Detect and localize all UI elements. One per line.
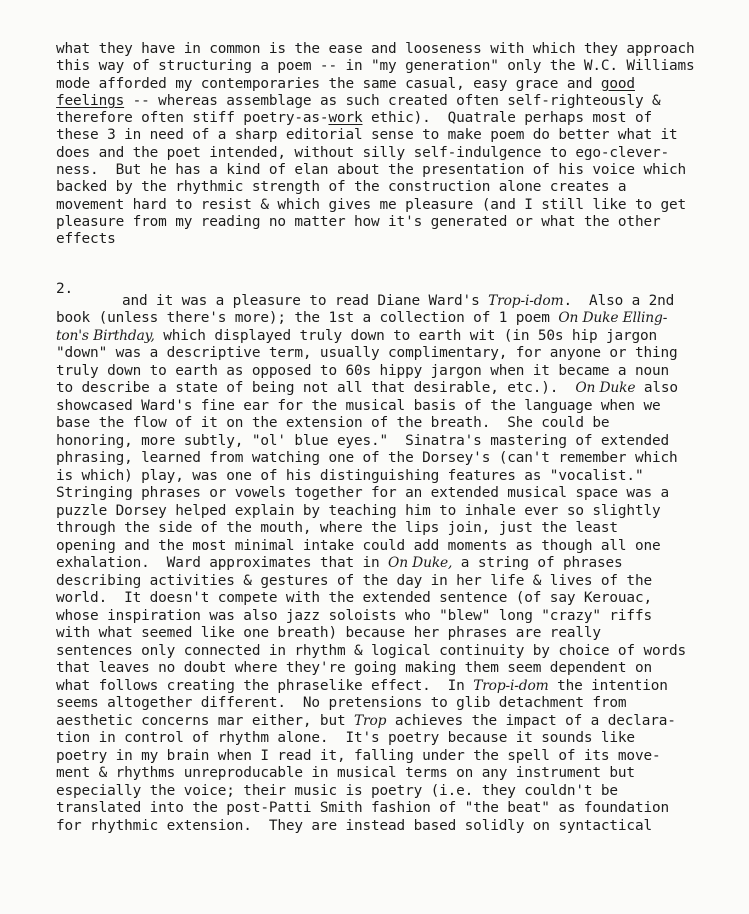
underlined-word: work xyxy=(328,110,363,126)
text-line: honoring, more subtly, "ol' blue eyes." Sinatra's mastering of extended xyxy=(56,433,670,449)
italic-title: Trop-i-dom xyxy=(488,293,564,309)
text-line: puzzle Dorsey helped explain by teaching him to inhale ever so slightly xyxy=(56,503,661,519)
italic-title: On Duke, xyxy=(388,555,453,571)
text-line: ness. But he has a kind of elan about the presentation of his voice which xyxy=(56,162,687,178)
text-line: what they have in common is the ease and looseness with which they approach xyxy=(56,41,695,57)
text-line: ment & rhythms unreproducable in musical terms on any instrument but xyxy=(56,765,635,781)
italic-title: ton's Birthday, xyxy=(56,328,155,344)
text-line: that leaves no doubt where they're going making them seem dependent on xyxy=(56,660,652,676)
text-line: ton's Birthday, which displayed truly down to earth wit (in 50s hip jargon xyxy=(56,328,658,344)
text-line: pleasure from my reading no matter how it's generated or what the other xyxy=(56,214,661,230)
text-line: tion in control of rhythm alone. It's poetry because it sounds like xyxy=(56,730,635,746)
text-line: translated into the post-Patti Smith fashion of "the beat" as foundation xyxy=(56,800,670,816)
text-line: for rhythmic extension. They are instead based solidly on syntactical xyxy=(56,818,652,834)
section-number: 2. xyxy=(56,281,74,297)
text-line: mode afforded my contemporaries the same casual, easy grace and good xyxy=(56,76,635,92)
text-line: base the flow of it on the extension of the breath. She could be xyxy=(56,415,610,431)
text-line: what follows creating the phraselike effect. In Trop-i-dom the intention xyxy=(56,678,668,694)
text-line: seems altogether different. No pretensions to glib detachment from xyxy=(56,695,627,711)
text-line: world. It doesn't compete with the extended sentence (of say Kerouac, xyxy=(56,590,652,606)
text-line: poetry in my brain when I read it, falling under the spell of its move- xyxy=(56,748,661,764)
text-line: to describe a state of being not all that desirable, etc.). On Duke also xyxy=(56,380,678,396)
text-line: whose inspiration was also jazz soloists who "blew" long "crazy" riffs xyxy=(56,608,652,624)
text-line: exhalation. Ward approximates that in On Duke, a string of phrases xyxy=(56,555,623,571)
text-line: book (unless there's more); the 1st a collection of 1 poem On Duke Elling- xyxy=(56,310,668,326)
text-line: showcased Ward's fine ear for the musical basis of the language when we xyxy=(56,398,661,414)
text-line: feelings -- whereas assemblage as such created often self-righteously & xyxy=(56,93,661,109)
text-line: phrasing, learned from watching one of the Dorsey's (can't remember which xyxy=(56,450,678,466)
text-line: this way of structuring a poem -- in "my generation" only the W.C. Williams xyxy=(56,58,695,74)
italic-title: Trop-i-dom xyxy=(473,678,549,694)
text-line: sentences only connected in rhythm & logical continuity by choice of words xyxy=(56,643,687,659)
underlined-word: feelings xyxy=(56,93,125,109)
text-line: especially the voice; their music is poetry (i.e. they couldn't be xyxy=(56,783,618,799)
text-line: describing activities & gestures of the day in her life & lives of the xyxy=(56,573,652,589)
underlined-word: good xyxy=(600,76,635,92)
text-line: backed by the rhythmic strength of the construction alone creates a xyxy=(56,179,627,195)
text-line: through the side of the mouth, where the lips join, just the least xyxy=(56,520,618,536)
text-line: and it was a pleasure to read Diane Ward's Trop-i-dom. Also a 2nd xyxy=(122,293,675,309)
text-line: these 3 in need of a sharp editorial sense to make poem do better what it xyxy=(56,127,678,143)
text-line: therefore often stiff poetry-as-work ethic). Quatrale perhaps most of xyxy=(56,110,652,126)
text-line: with what seemed like one breath) because her phrases are really xyxy=(56,625,601,641)
italic-title: On Duke Elling- xyxy=(558,310,668,326)
text-line: aesthetic concerns mar either, but Trop achieves the impact of a declara- xyxy=(56,713,676,729)
text-line: is which) play, was one of his distinguishing features as "vocalist." xyxy=(56,468,644,484)
text-line: "down" was a descriptive term, usually complimentary, for anyone or thing xyxy=(56,345,678,361)
text-line: effects xyxy=(56,231,116,247)
text-line: truly down to earth as opposed to 60s hippy jargon when it became a noun xyxy=(56,363,670,379)
text-line: movement hard to resist & which gives me pleasure (and I still like to get xyxy=(56,197,687,213)
text-line: does and the poet intended, without silly self-indulgence to ego-clever- xyxy=(56,145,670,161)
italic-title: On Duke xyxy=(575,380,636,396)
text-line: opening and the most minimal intake could add moments as though all one xyxy=(56,538,661,554)
text-line: Stringing phrases or vowels together for an extended musical space was a xyxy=(56,485,670,501)
italic-title: Trop xyxy=(354,713,387,729)
